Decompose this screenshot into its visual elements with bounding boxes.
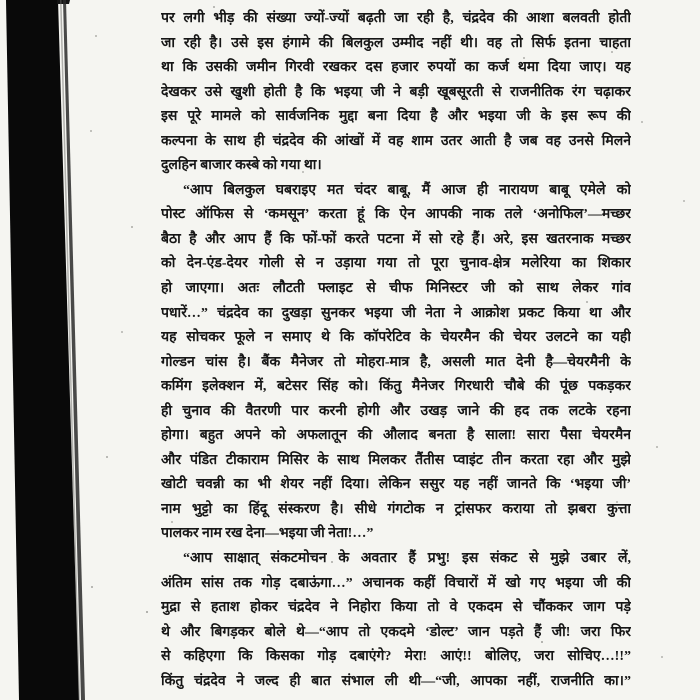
text-line: अंतिम सांस तक गोड़ दबाऊंगा…” अचानक कहीं विचारों में खो गए भइया जी की [161, 575, 631, 591]
text-line: खोटी चवन्नी का भी शेयर नहीं दिया। लेकिन ससुर यह नहीं जानते कि ‘भइया जी’ [161, 477, 631, 493]
text-line: इस पूरे मामले को सार्वजनिक मुद्दा बना दिया है और भइया जी के इस रूप की [161, 109, 631, 125]
text-line: पर लगी भीड़ की संख्या ज्यों-ज्यों बढ़ती जा रही है, चंद्रदेव की आशा बलवती होती [161, 11, 631, 26]
text-line: “आप साक्षात् संकटमोचन के अवतार हैं प्रभु! इस संकट से मुझे उबार लें, [183, 551, 631, 567]
text-line: ही चुनाव की वैतरणी पार करनी होगी और उखड़ जाने की हद तक लटके रहना [161, 403, 631, 419]
text-line: “आप बिलकुल घबराइए मत चंदर बाबू, मैं आज ही नारायण बाबू एमेले को [183, 182, 631, 198]
text-line: थे और बिगड़कर बोले थे—“आप तो एकदमे ‘डोल्ट’ जान पड़ते हैं जी! जरा फिर [161, 624, 631, 640]
text-line: कमिंग इलेक्शन में, बटेसर सिंह को। किंतु मैनेजर गिरधारी चौबे की पूंछ पकड़कर [161, 379, 631, 395]
text-line: हो जाएगा। अतः लौटती फ्लाइट से चीफ मिनिस्टर जी को साथ लेकर गांव [161, 281, 631, 297]
paragraph [161, 7, 631, 179]
text-line: बैठा है और आप हैं कि फों-फों करते पटना में सो रहे हैं। अरे, इस खतरनाक मच्छर [161, 231, 631, 247]
text-line: नाम भुट्टो का हिंदू संस्करण है। सीधे गंगटोक न ट्रांसफर कराया तो झबरा कुत्ता [161, 501, 631, 517]
text-line: जा रही है। उसे इस हंगामे की बिलकुल उम्मीद नहीं थी। वह तो सिर्फ इतना चाहता [161, 35, 631, 51]
text-line: और पंडित टीकाराम मिसिर के साथ मिलकर तैंतीस प्वाइंट तीन करता रहा और मुझे [161, 452, 631, 468]
text-line: किंतु चंद्रदेव ने जल्द ही बात संभाल ली थी—“जी, आपका नहीं, राजनीति का।” [161, 673, 631, 689]
text-line: होगा। बहुत अपने को अफलातून की औलाद बनता है साला! सारा पैसा चेयरमैन [161, 428, 631, 444]
text-line: मुद्रा से हताश होकर चंद्रदेव ने निहोरा किया तो वे एकदम से चौंककर जाग पड़े [161, 600, 631, 616]
text-line: गोल्डन चांस है। बैंक मैनेजर तो मोहरा-मात्र है, असली मात देनी है—चेयरमैनी के [161, 354, 631, 370]
body-text-block [161, 7, 631, 694]
text-line: पालकर नाम रख देना—भइया जी नेता!…” [161, 526, 374, 542]
paragraph [161, 179, 631, 547]
paragraph [161, 547, 631, 694]
text-line: पधारें…” चंद्रदेव का दुखड़ा सुनकर भइया जी नेता ने आक्रोश प्रकट किया था और [161, 305, 631, 321]
text-line: से कहिएगा कि किसका गोड़ दबाएंगे? मेरा! आएं!! बोलिए, जरा सोचिए…!!” [161, 649, 631, 665]
text-line: था कि उसकी जमीन गिरवी रखकर दस हजार रुपयों का कर्ज थमा दिया जाए। यह [161, 60, 631, 76]
text-line: दुलहिन बाजार कस्बे को गया था। [161, 158, 322, 174]
scan-noise-speckles [0, 0, 2, 2]
text-line: पोस्ट ऑफिस से ‘कमसून’ करता हूं कि ऐन आपकी नाक तले ‘अनोफिल’—मच्छर [161, 207, 631, 223]
text-line: देखकर उसे खुशी होती है कि भइया जी ने बड़ी खूबसूरती से राजनीतिक रंग चढ़ाकर [161, 84, 631, 100]
text-line: यह सोचकर फूले न समाए थे कि कॉपरेटिव के चेयरमैन की चेयर उलटने का यही [161, 330, 631, 346]
text-line: कल्पना के साथ ही चंद्रदेव की आंखों में वह शाम उतर आती है जब वह उनसे मिलने [161, 133, 631, 149]
text-line: को देन-एंड-देयर गोली से न उड़ाया गया तो पूरा चुनाव-क्षेत्र मलेरिया का शिकार [161, 256, 631, 272]
